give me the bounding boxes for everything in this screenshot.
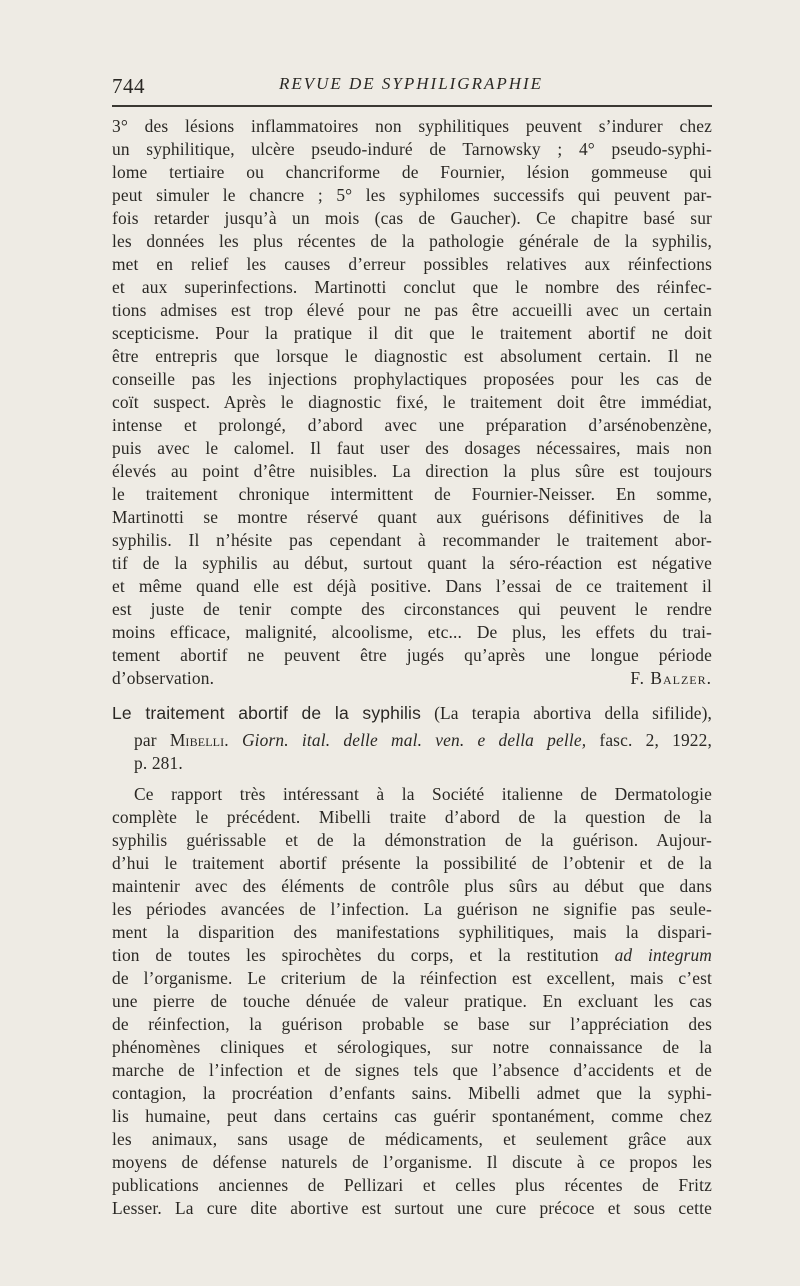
ad-integrum-before: tion de toutes les spirochètes du corps, et la restitution xyxy=(112,945,599,965)
review-1-signature: F. Balzer. xyxy=(630,668,712,688)
review-2-heading xyxy=(112,702,712,729)
text-line: être entrepris que lorsque le diagnostic est absolument certain. Il ne xyxy=(112,346,712,366)
page-body xyxy=(112,115,712,1220)
review-2-text xyxy=(112,783,712,944)
text-line: les périodes avancées de l’infection. La guérison ne signifie pas seule- xyxy=(112,899,712,919)
text-line: élevés au point d’être nuisibles. La direction la plus sûre est toujours xyxy=(112,461,712,481)
text-line: intense et prolongé, d’abord avec une préparation d’arsénobenzène, xyxy=(112,415,712,435)
text-line: les données les plus récentes de la pathologie générale de la syphilis, xyxy=(112,231,712,251)
text-line: Lesser. La cure dite abortive est surtout une cure précoce et sous cette xyxy=(112,1198,712,1218)
text-line: ment la disparition des manifestations syphilitiques, mais la dispari- xyxy=(112,922,712,942)
text-line: d’hui le traitement abortif présente la possibilité de l’obtenir et de la xyxy=(112,853,712,873)
text-line: une pierre de touche dénuée de valeur pratique. En excluant les cas xyxy=(112,991,712,1011)
review-2-original-title: (La terapia abortiva della sifilide), xyxy=(434,703,713,723)
text-line: moins efficace, malignité, alcoolisme, etc... De plus, les effets du trai- xyxy=(112,622,712,642)
text-line: de réinfection, la guérison probable se base sur l’appréciation des xyxy=(112,1014,712,1034)
text-line: met en relief les causes d’erreur possibles relatives aux réinfections xyxy=(112,254,712,274)
page-number: 744 xyxy=(112,74,145,98)
text-line: coït suspect. Après le diagnostic fixé, le traitement doit être immédiat, xyxy=(112,392,712,412)
text-line: le traitement chronique intermittent de Fournier-Neisser. En somme, xyxy=(112,484,712,504)
text-line: Ce rapport très intéressant à la Société italienne de Dermatologie xyxy=(134,784,712,804)
text-line: complète le précédent. Mibelli traite d’abord de la question de la xyxy=(112,807,712,827)
text-line: et aux superinfections. Martinotti conclut que le nombre des réinfec- xyxy=(112,277,712,297)
spacer xyxy=(112,775,712,783)
ad-integrum-italic: ad integrum xyxy=(614,945,712,965)
text-line: maintenir avec des éléments de contrôle plus sûrs au début que dans xyxy=(112,876,712,896)
text-line: Martinotti se montre réservé quant aux guérisons définitives de la xyxy=(112,507,712,527)
citation-fasc: fasc. 2, 1922, xyxy=(599,730,712,750)
review-2-citation-page xyxy=(112,752,712,775)
text-line: les animaux, sans usage de médicaments, et seulement grâce aux xyxy=(112,1129,712,1149)
text-line: un syphilitique, ulcère pseudo-induré de Tarnowsky ; 4° pseudo-syphi- xyxy=(112,139,712,159)
text-line: fois retarder jusqu’à un mois (cas de Gaucher). Ce chapitre basé sur xyxy=(112,208,712,228)
review-1-text xyxy=(112,115,712,667)
page-header xyxy=(112,68,710,98)
review-2-title: Le traitement abortif de la syphilis xyxy=(112,703,421,723)
text-line: tions admises est trop élevé pour ne pas être accueilli avec un certain xyxy=(112,300,712,320)
text-line: puis avec le calomel. Il faut user des dosages nécessaires, mais non xyxy=(112,438,712,458)
citation-by: par xyxy=(134,730,157,750)
review-2-ad-integrum-line xyxy=(112,944,712,967)
text-line: lome tertiaire ou chancriforme de Fournier, lésion gommeuse qui xyxy=(112,162,712,182)
citation-page: p. 281. xyxy=(134,753,183,773)
text-line: peut simuler le chancre ; 5° les syphilomes successifs qui peuvent par- xyxy=(112,185,712,205)
citation-author: Mibelli. xyxy=(169,730,229,750)
text-line: de l’organisme. Le criterium de la réinfection est excellent, mais c’est xyxy=(112,968,712,988)
text-line: 3° des lésions inflammatoires non syphilitiques peuvent s’indurer chez xyxy=(112,116,712,136)
text-line: scepticisme. Pour la pratique il dit que le traitement abortif ne doit xyxy=(112,323,712,343)
citation-journal: Giorn. ital. delle mal. ven. e della pelle, xyxy=(241,730,587,750)
text-line: tement abortif ne peuvent être jugés qu’après une longue période xyxy=(112,645,712,665)
review-1-last-line: d’observation. xyxy=(112,668,215,688)
text-line: phénomènes cliniques et sérologiques, sur notre connaissance de la xyxy=(112,1037,712,1057)
review-2-text-continued xyxy=(112,967,712,1220)
text-line: publications anciennes de Pellizari et celles plus récentes de Fritz xyxy=(112,1175,712,1195)
review-1-closing xyxy=(112,667,712,690)
text-line: contagion, la procréation d’enfants sains. Mibelli admet que la syphi- xyxy=(112,1083,712,1103)
text-line: conseille pas les injections prophylactiques proposées pour les cas de xyxy=(112,369,712,389)
text-line: marche de l’infection et de signes tels que l’absence d’accidents et de xyxy=(112,1060,712,1080)
text-line: lis humaine, peut dans certains cas guérir spontanément, comme chez xyxy=(112,1106,712,1126)
text-line: et même quand elle est déjà positive. Dans l’essai de ce traitement il xyxy=(112,576,712,596)
review-2-citation xyxy=(112,729,712,752)
text-line: tif de la syphilis au début, surtout quant la séro-réaction est négative xyxy=(112,553,712,573)
header-rule xyxy=(112,105,712,107)
text-line: syphilis. Il n’hésite pas cependant à recommander le traitement abor- xyxy=(112,530,712,550)
running-title: REVUE DE SYPHILIGRAPHIE xyxy=(278,74,544,93)
text-line: est juste de tenir compte des circonstances qui peuvent le rendre xyxy=(112,599,712,619)
text-line: moyens de défense naturels de l’organisme. Il discute à ce propos les xyxy=(112,1152,712,1172)
text-line: syphilis guérissable et de la démonstration de la guérison. Aujour- xyxy=(112,830,712,850)
